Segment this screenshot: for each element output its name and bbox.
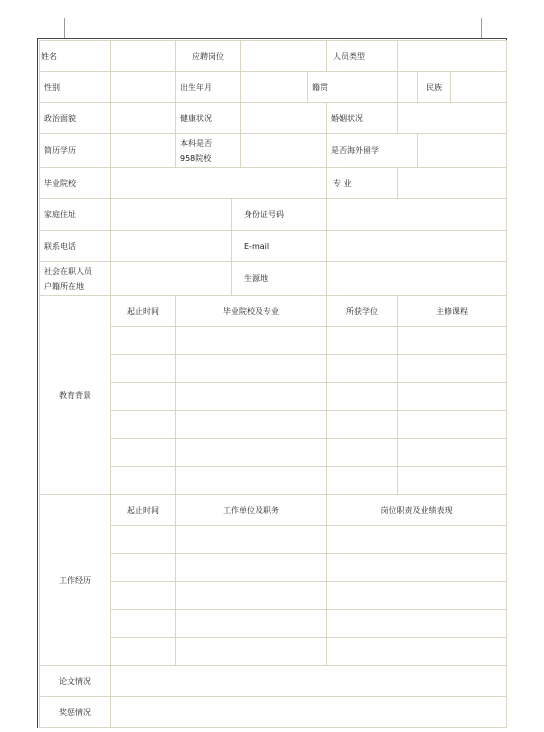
work-time-cell[interactable]	[111, 638, 176, 666]
table-row	[40, 495, 507, 526]
edu-header-courses: 主修课程	[398, 296, 507, 327]
major-label: 专 业	[327, 168, 398, 199]
edu-degree-cell[interactable]	[327, 467, 398, 495]
education-value-cell[interactable]	[111, 134, 176, 168]
edu-degree-cell[interactable]	[327, 355, 398, 383]
phone-value-cell[interactable]	[111, 231, 232, 262]
papers-label: 论文情况	[40, 666, 111, 697]
position-value-cell[interactable]	[241, 41, 327, 72]
work-duties-cell[interactable]	[327, 526, 507, 554]
work-org-cell[interactable]	[176, 610, 327, 638]
table-row	[40, 168, 507, 199]
edu-school-cell[interactable]	[176, 355, 327, 383]
ethnicity-label: 民族	[418, 72, 451, 103]
health-value-cell[interactable]	[241, 103, 327, 134]
position-label: 应聘岗位	[176, 41, 241, 72]
edu-school-cell[interactable]	[176, 383, 327, 411]
hukou-value-cell[interactable]	[111, 262, 232, 296]
email-label: E-mail	[232, 231, 327, 262]
awards-label: 奖惩情况	[40, 697, 111, 728]
overseas-value-cell[interactable]	[418, 134, 507, 168]
papers-value-cell[interactable]	[111, 666, 507, 697]
origin-label: 生源地	[232, 262, 327, 296]
work-duties-cell[interactable]	[327, 554, 507, 582]
table-row	[40, 638, 507, 666]
table-row	[40, 41, 507, 72]
edu-time-cell[interactable]	[111, 383, 176, 411]
work-org-cell[interactable]	[176, 638, 327, 666]
name-value-cell[interactable]	[111, 41, 176, 72]
edu-school-cell[interactable]	[176, 467, 327, 495]
work-time-cell[interactable]	[111, 610, 176, 638]
table-row	[40, 231, 507, 262]
work-time-cell[interactable]	[111, 582, 176, 610]
table-row	[40, 72, 507, 103]
marital-value-cell[interactable]	[398, 103, 507, 134]
edu-courses-cell[interactable]	[398, 355, 507, 383]
edu-degree-cell[interactable]	[327, 327, 398, 355]
awards-value-cell[interactable]	[111, 697, 507, 728]
work-header-org: 工作单位及职务	[176, 495, 327, 526]
work-header-time: 起止时间	[111, 495, 176, 526]
table-row	[40, 554, 507, 582]
work-duties-cell[interactable]	[327, 610, 507, 638]
edu-header-time: 起止时间	[111, 296, 176, 327]
gender-label: 性别	[40, 72, 111, 103]
native-place-value-cell[interactable]	[398, 72, 418, 103]
hukou-label	[40, 262, 111, 296]
personnel-type-value-cell[interactable]	[398, 41, 507, 72]
school-label: 毕业院校	[40, 168, 111, 199]
edu-time-cell[interactable]	[111, 411, 176, 439]
edu-courses-cell[interactable]	[398, 467, 507, 495]
work-time-cell[interactable]	[111, 554, 176, 582]
phone-label: 联系电话	[40, 231, 111, 262]
ethnicity-value-cell[interactable]	[451, 72, 507, 103]
edu-school-cell[interactable]	[176, 411, 327, 439]
education-section-label: 教育背景	[40, 296, 111, 495]
table-row	[40, 582, 507, 610]
edu-courses-cell[interactable]	[398, 327, 507, 355]
edu-school-cell[interactable]	[176, 327, 327, 355]
address-value-cell[interactable]	[111, 199, 232, 231]
address-label: 家庭住址	[40, 199, 111, 231]
edu-header-degree: 所获学位	[327, 296, 398, 327]
table-row	[40, 467, 507, 495]
school-value-cell[interactable]	[111, 168, 327, 199]
native-place-label: 籍贯	[308, 72, 398, 103]
edu-courses-cell[interactable]	[398, 411, 507, 439]
origin-value-cell[interactable]	[327, 262, 507, 296]
edu-header-school: 毕业院校及专业	[176, 296, 327, 327]
edu-courses-cell[interactable]	[398, 383, 507, 411]
gender-value-cell[interactable]	[111, 72, 176, 103]
edu-time-cell[interactable]	[111, 439, 176, 467]
education-label: 简历学历	[40, 134, 111, 168]
table-row	[40, 697, 507, 728]
table-row	[40, 439, 507, 467]
undergrad-985-label-line2: 958院校	[180, 153, 212, 163]
edu-degree-cell[interactable]	[327, 439, 398, 467]
political-label: 政治面貌	[40, 103, 111, 134]
crop-mark-top-left	[64, 18, 65, 38]
table-row	[40, 199, 507, 231]
table-row	[40, 666, 507, 697]
undergrad-985-label-line1: 本科是否	[180, 138, 212, 148]
political-value-cell[interactable]	[111, 103, 176, 134]
undergrad-985-value-cell[interactable]	[241, 134, 327, 168]
table-row	[40, 526, 507, 554]
crop-mark-top-right	[481, 18, 482, 38]
edu-degree-cell[interactable]	[327, 383, 398, 411]
table-row	[40, 134, 507, 168]
work-duties-cell[interactable]	[327, 582, 507, 610]
work-org-cell[interactable]	[176, 582, 327, 610]
edu-time-cell[interactable]	[111, 355, 176, 383]
personnel-type-label: 人员类型	[327, 41, 398, 72]
edu-courses-cell[interactable]	[398, 439, 507, 467]
overseas-label: 是否海外留学	[327, 134, 418, 168]
hukou-label-line2: 户籍所在地	[44, 281, 84, 291]
work-header-duties: 岗位职责及业绩表现	[327, 495, 507, 526]
id-number-value-cell[interactable]	[327, 199, 507, 231]
application-form-table	[39, 40, 507, 728]
edu-school-cell[interactable]	[176, 439, 327, 467]
edu-time-cell[interactable]	[111, 467, 176, 495]
table-row	[40, 296, 507, 327]
birth-label: 出生年月	[176, 72, 241, 103]
marital-label: 婚姻状况	[327, 103, 398, 134]
table-row	[40, 610, 507, 638]
birth-value-cell[interactable]	[241, 72, 308, 103]
table-row	[40, 327, 507, 355]
id-number-label: 身份证号码	[232, 199, 327, 231]
hukou-label-line1: 社会在职人员	[44, 266, 92, 276]
health-label: 健康状况	[176, 103, 241, 134]
table-row	[40, 355, 507, 383]
edu-time-cell[interactable]	[111, 327, 176, 355]
edu-degree-cell[interactable]	[327, 411, 398, 439]
work-section-label: 工作经历	[40, 495, 111, 666]
work-org-cell[interactable]	[176, 526, 327, 554]
table-row	[40, 383, 507, 411]
undergrad-985-label	[176, 134, 241, 168]
table-row	[40, 103, 507, 134]
major-value-cell[interactable]	[398, 168, 507, 199]
table-row	[40, 262, 507, 296]
name-label: 姓名	[40, 41, 111, 72]
email-value-cell[interactable]	[327, 231, 507, 262]
work-duties-cell[interactable]	[327, 638, 507, 666]
table-row	[40, 411, 507, 439]
work-time-cell[interactable]	[111, 526, 176, 554]
work-org-cell[interactable]	[176, 554, 327, 582]
